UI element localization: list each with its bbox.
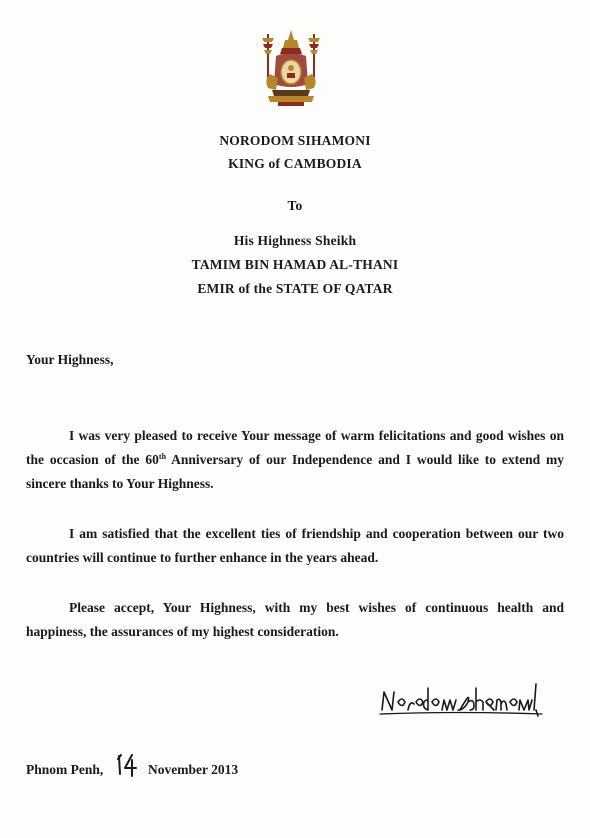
- place-name: Phnom Penh,: [26, 762, 104, 777]
- recipient-title: EMIR of the STATE OF QATAR: [197, 281, 393, 296]
- month-year: November 2013: [148, 762, 239, 777]
- body-paragraph-3: Please accept, Your Highness, with my best wishes of continuous health and happiness, the assurances of my highest consideration.: [26, 600, 564, 639]
- sender-name: NORODOM SIHAMONI: [219, 133, 371, 148]
- body-paragraph-1: [26, 424, 564, 496]
- paragraph-1-text-b: Anniversary of our Independence and I would like to extend my sincere thanks to Your Highness.: [26, 452, 565, 491]
- handwritten-signature-icon: [376, 680, 546, 720]
- ordinal-suffix: th: [158, 452, 167, 461]
- salutation: Your Highness,: [26, 352, 114, 367]
- handwritten-day-icon: [114, 752, 140, 778]
- paragraph-1-text-a: I was very pleased to receive Your message of warm felicitations and good wishes on the occasion of the 60: [26, 428, 564, 467]
- royal-coat-of-arms-icon: [258, 28, 324, 108]
- sender-title: KING of CAMBODIA: [228, 156, 362, 171]
- recipient-honorific: His Highness Sheikh: [233, 233, 357, 248]
- recipient-name: TAMIM BIN HAMAD AL-THANI: [191, 257, 399, 272]
- to-label: To: [287, 198, 303, 213]
- body-paragraph-2: I am satisfied that the excellent ties of friendship and cooperation between our two countries will continue to further enhance in the years ahead.: [26, 526, 564, 565]
